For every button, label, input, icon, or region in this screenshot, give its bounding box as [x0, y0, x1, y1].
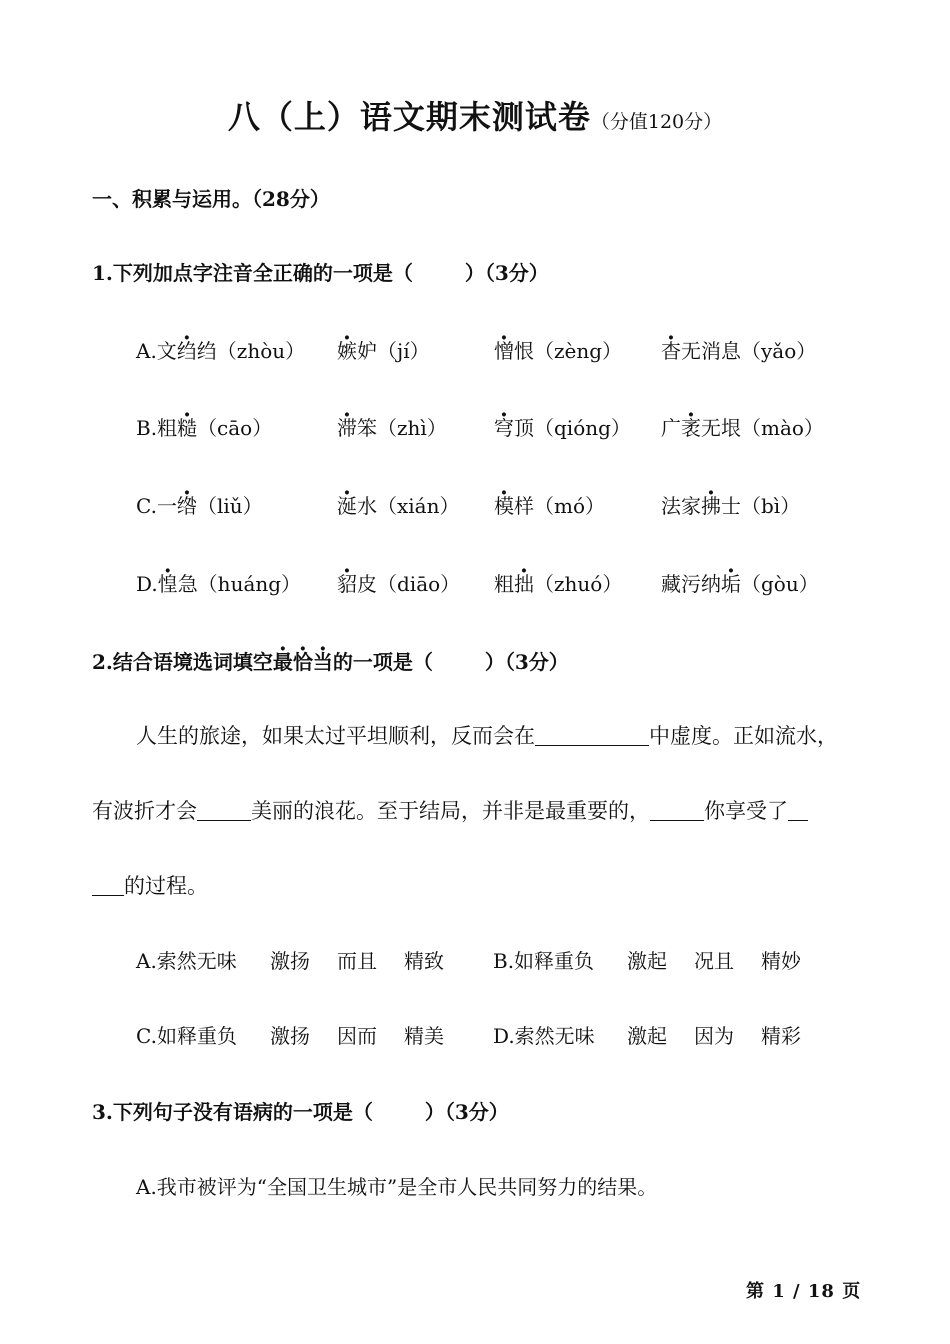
- dotted-char: 袤: [681, 416, 701, 440]
- choice-word: 激扬: [270, 949, 310, 973]
- pinyin-item: [661, 335, 816, 364]
- pinyin-item-text: 皮（diāo）: [357, 572, 461, 596]
- choice-word: 况且: [694, 949, 734, 973]
- dotted-char: 涎: [337, 494, 357, 518]
- pinyin-item-text: A.文: [136, 339, 177, 363]
- pinyin-item-text: 恨（zèng）: [514, 339, 623, 363]
- pinyin-item-text: 无消息（yǎo）: [681, 339, 817, 363]
- question-1-stem-pre: 1.下列加点字注音全正确的一项是（: [92, 261, 413, 285]
- pinyin-item-text: （cāo）: [197, 416, 273, 440]
- dotted-char: 嫉: [337, 339, 357, 363]
- pinyin-item: [337, 335, 430, 364]
- pinyin-item: [494, 490, 605, 519]
- passage-text: 中虚度。正如流水，: [649, 724, 838, 748]
- dotted-char: 垢: [721, 572, 741, 596]
- question-2-stem-post: ）（3分）: [484, 650, 569, 674]
- choice-label: A.索然无味: [136, 949, 237, 973]
- pinyin-item: [136, 412, 272, 441]
- section-heading: 一、积累与运用。（28分）: [92, 187, 330, 211]
- fill-blank-4-continued[interactable]: [92, 874, 124, 896]
- pinyin-item: [337, 490, 459, 519]
- pinyin-item: [661, 412, 824, 441]
- passage-text: 美丽的浪花。至于结局，并非是最重要的，: [251, 799, 650, 823]
- question-2-emphasis: [273, 650, 333, 674]
- question-2-passage-line-2: [92, 795, 808, 825]
- exam-title-main: 八（上）语文期末测试卷: [227, 98, 591, 136]
- question-3-stem: [92, 1096, 509, 1125]
- choice-word: 激起: [627, 1024, 667, 1048]
- pinyin-item-text: 样（mó）: [514, 494, 606, 518]
- dotted-char: 绺: [176, 494, 197, 518]
- question-1-stem-post: ）（3分）: [464, 261, 549, 285]
- pinyin-item-text: 顶（qióng）: [514, 416, 631, 440]
- dotted-char: 绉: [176, 339, 197, 363]
- passage-text: 的过程。: [124, 874, 208, 898]
- pinyin-item: [136, 490, 263, 519]
- question-2-stem: [92, 646, 569, 675]
- pinyin-item-text: C.一: [136, 494, 177, 518]
- pinyin-item-text: 妒（jí）: [357, 339, 430, 363]
- dotted-char: 滞: [337, 416, 357, 440]
- fill-blank-3[interactable]: [650, 799, 704, 821]
- page-number: 第 1 / 18 页: [746, 1281, 862, 1302]
- pinyin-item-text: 藏污纳: [661, 572, 721, 596]
- choice-word: 因为: [694, 1024, 734, 1048]
- choice-word: 精彩: [761, 1024, 801, 1048]
- pinyin-item: [136, 335, 305, 364]
- emphasis-char: 恰: [292, 650, 313, 674]
- fill-blank-2[interactable]: [197, 799, 251, 821]
- pinyin-item: [661, 568, 819, 597]
- choice-word: 精美: [404, 1024, 444, 1048]
- choice-word: 精致: [404, 949, 444, 973]
- pinyin-item: [661, 490, 800, 519]
- dotted-char: 穹: [494, 416, 514, 440]
- pinyin-item-text: （liǔ）: [196, 494, 263, 518]
- pinyin-item-text: 士（bì）: [721, 494, 801, 518]
- passage-text: 人生的旅途，如果太过平坦顺利，反而会在: [136, 724, 535, 748]
- dotted-char: 貂: [337, 572, 357, 596]
- question-3-stem-pre: 3.下列句子没有语病的一项是（: [92, 1100, 373, 1124]
- pinyin-item-text: （zhuó）: [534, 572, 623, 596]
- dotted-char: 杳: [661, 339, 681, 363]
- pinyin-item-text: 广: [661, 416, 681, 440]
- choice-word: 激起: [627, 949, 667, 973]
- pinyin-item-text: 粗: [494, 572, 514, 596]
- passage-text: 有波折才会: [92, 799, 197, 823]
- pinyin-item-text: 水（xián）: [357, 494, 460, 518]
- emphasis-char: 最: [272, 650, 293, 674]
- pinyin-item: [494, 335, 622, 364]
- dotted-char: 惶: [157, 572, 178, 596]
- passage-text: 你享受了: [704, 799, 788, 823]
- question-3-option-a: A.我市被评为“全国卫生城市”是全市人民共同努力的结果。: [136, 1175, 658, 1199]
- pinyin-item: [337, 568, 460, 597]
- pinyin-item-text: 绉（zhòu）: [196, 339, 306, 363]
- question-2-stem-pre: 2.结合语境选词填空: [92, 650, 273, 674]
- pinyin-item-text: 无垠（mào）: [701, 416, 824, 440]
- choice-word: 精妙: [761, 949, 801, 973]
- question-2-stem-mid: 的一项是（: [332, 650, 433, 674]
- question-1-stem: [92, 257, 549, 286]
- choice-word: 激扬: [270, 1024, 310, 1048]
- question-2-passage-line-3: [92, 870, 208, 900]
- pinyin-item-text: B.粗: [136, 416, 178, 440]
- pinyin-item-text: 笨（zhì）: [357, 416, 447, 440]
- pinyin-item: [136, 568, 301, 597]
- fill-blank-1[interactable]: [535, 724, 649, 746]
- question-3-stem-post: ）（3分）: [424, 1100, 509, 1124]
- exam-title: [0, 92, 950, 138]
- pinyin-item-text: （gòu）: [741, 572, 819, 596]
- choice-word: 因而: [337, 1024, 377, 1048]
- pinyin-item-text: 法家: [661, 494, 701, 518]
- dotted-char: 憎: [494, 339, 514, 363]
- dotted-char: 拂: [701, 494, 721, 518]
- choice-label: D.索然无味: [493, 1024, 595, 1048]
- dotted-char: 模: [494, 494, 514, 518]
- choice-label: C.如释重负: [136, 1024, 237, 1048]
- exam-title-score: （分值120分）: [590, 111, 723, 133]
- pinyin-item-text: D.: [136, 572, 158, 596]
- pinyin-item: [337, 412, 447, 441]
- dotted-char: 糙: [177, 416, 198, 440]
- pinyin-item: [494, 568, 622, 597]
- pinyin-item-text: 急（huáng）: [177, 572, 302, 596]
- question-2-passage-line-1: [136, 720, 838, 750]
- dotted-char: 拙: [514, 572, 534, 596]
- fill-blank-4[interactable]: [788, 799, 808, 821]
- pinyin-item: [494, 412, 631, 441]
- emphasis-char: 当: [312, 650, 333, 674]
- choice-word: 而且: [337, 949, 377, 973]
- choice-label: B.如释重负: [493, 949, 595, 973]
